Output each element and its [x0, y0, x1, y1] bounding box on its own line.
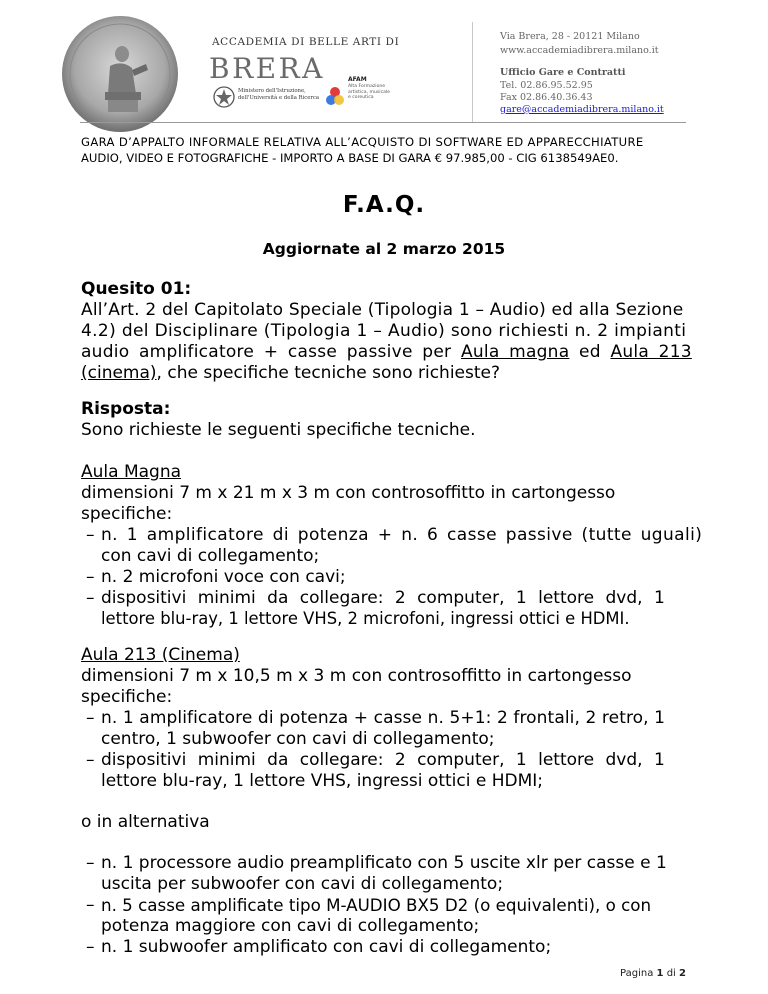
bullet-dash: –: [86, 853, 95, 873]
list-item: lettore blu-ray, 1 lettore VHS, ingressi ottici e HDMI;: [101, 771, 543, 791]
gara-line-1: [81, 135, 687, 149]
aula-magna-dims: dimensioni 7 m x 21 m x 3 m con controsoffitto in cartongesso: [81, 483, 616, 503]
afam-sub-3: e coreutica: [348, 95, 374, 100]
list-item: dispositivi minimi da collegare: 2 computer, 1 lettore dvd, 1: [101, 588, 665, 608]
risposta-label: Risposta:: [81, 399, 171, 419]
page-number: Pagina 1 di 2: [620, 968, 686, 979]
bullet-dash: –: [86, 708, 95, 728]
aula-magna-spec-label: specifiche:: [81, 504, 173, 524]
gara-line-2: AUDIO, VIDEO E FOTOGRAFICHE - IMPORTO A BASE DI GARA € 97.985,00 - CIG 6138549AE0.: [81, 151, 619, 165]
afam-label: AFAM: [348, 76, 367, 83]
afam-mark-icon: [324, 84, 346, 110]
afam-logo: [340, 76, 410, 112]
quesito-label: Quesito 01:: [81, 279, 192, 299]
list-item: lettore blu-ray, 1 lettore VHS, 2 microfoni, ingressi ottici e HDMI.: [101, 609, 630, 628]
aula-213-ref: Aula 213: [610, 342, 692, 362]
bullet-dash: –: [86, 525, 95, 545]
phone-number: Tel. 02.86.95.52.95: [500, 80, 593, 91]
list-item: n. 1 amplificatore di potenza + casse n. 5+1: 2 frontali, 2 retro, 1: [101, 708, 666, 728]
list-item: uscita per subwoofer con cavi di collegamento;: [101, 874, 504, 894]
gara-text-1: GARA D’APPALTO INFORMALE RELATIVA ALL’ACQUISTO DI SOFTWARE ED APPARECCHIATURE: [81, 135, 644, 149]
quesito-line-4: (cinema), che specifiche tecniche sono richieste?: [81, 363, 501, 383]
ministry-line-1: Ministero dell'Istruzione,: [238, 88, 306, 94]
aula-magna-ref: Aula magna: [460, 342, 570, 362]
academy-seal-logo: [60, 14, 180, 134]
brand-name: BRERA: [209, 52, 325, 85]
list-item: dispositivi minimi da collegare: 2 computer, 1 lettore dvd, 1: [101, 750, 665, 770]
afam-sub-1: Alta Formazione: [348, 84, 386, 89]
header-divider: [472, 22, 473, 122]
bullet-dash: –: [86, 937, 95, 957]
aula-magna-heading: Aula Magna: [81, 462, 182, 482]
bullet-dash: –: [86, 588, 95, 608]
list-item: n. 5 casse amplificate tipo M-AUDIO BX5 D2 (o equivalenti), o con: [101, 895, 652, 915]
ministry-line-2: dell'Università e della Ricerca: [238, 95, 319, 101]
address: Via Brera, 28 - 20121 Milano: [500, 31, 640, 42]
updated-date: Aggiornate al 2 marzo 2015: [262, 240, 506, 258]
aula-213-heading: Aula 213 (Cinema): [81, 645, 240, 665]
italian-emblem-icon: [212, 84, 236, 110]
aula-213-dims: dimensioni 7 m x 10,5 m x 3 m con controsoffitto in cartongesso: [81, 666, 632, 686]
aula-213-spec-label: specifiche:: [81, 687, 173, 707]
ministry-logo: [212, 84, 332, 114]
list-item: n. 1 amplificatore di potenza + n. 6 casse passive (tutte uguali): [101, 525, 703, 545]
office-name: Ufficio Gare e Contratti: [500, 67, 626, 78]
bullet-dash: –: [86, 750, 95, 770]
website[interactable]: www.accademiadibrera.milano.it: [500, 45, 659, 56]
afam-sub-2: artistica, musicale: [348, 89, 391, 95]
cinema-ref: (cinema): [81, 363, 157, 383]
bullet-dash: –: [86, 567, 95, 587]
page-title: F.A.Q.: [342, 192, 426, 218]
alternativa-label: o in alternativa: [81, 812, 210, 832]
bullet-dash: –: [86, 895, 95, 915]
risposta-intro: Sono richieste le seguenti specifiche tecniche.: [81, 420, 476, 440]
fax-number: Fax 02.86.40.36.43: [500, 92, 593, 103]
list-item: n. 2 microfoni voce con cavi;: [101, 567, 346, 587]
quesito-line-2: 4.2) del Disciplinare (Tipologia 1 – Audio) sono richiesti n. 2 impianti: [81, 321, 687, 341]
academy-name: ACCADEMIA DI BELLE ARTI DI: [212, 36, 400, 48]
quesito-line-1: All’Art. 2 del Capitolato Speciale (Tipologia 1 – Audio) ed alla Sezione: [81, 300, 684, 320]
header-rule: [80, 122, 686, 123]
email-link[interactable]: gare@accademiadibrera.milano.it: [500, 104, 664, 115]
list-item: centro, 1 subwoofer con cavi di collegamento;: [101, 729, 495, 749]
list-item: n. 1 subwoofer amplificato con cavi di collegamento;: [101, 937, 552, 957]
list-item: con cavi di collegamento;: [101, 546, 320, 566]
quesito-line-3: audio amplificatore + casse passive per Aula magna ed Aula 213: [81, 342, 692, 362]
list-item: potenza maggiore con cavi di collegamento;: [101, 916, 480, 936]
list-item: n. 1 processore audio preamplificato con 5 uscite xlr per casse e 1: [101, 853, 667, 873]
